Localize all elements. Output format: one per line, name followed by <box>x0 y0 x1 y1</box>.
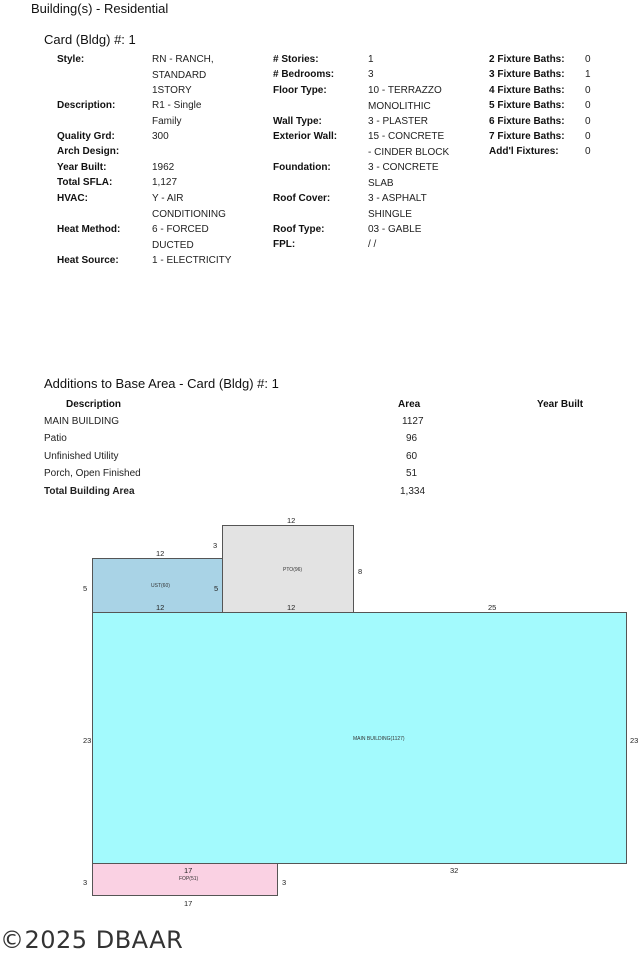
value-exterior-wall: 15 - CONCRETE - CINDER BLOCK <box>368 131 450 158</box>
value-roof-type: 03 - GABLE <box>368 224 422 235</box>
label-year-built: Year Built: <box>57 162 107 173</box>
label-roof-type: Roof Type: <box>273 224 325 235</box>
total-description: Total Building Area <box>44 486 135 497</box>
value-description: R1 - Single Family <box>152 100 202 127</box>
value-roof-cover: 3 - ASPHALT SHINGLE <box>368 193 427 220</box>
dim-fop-left: 3 <box>83 878 88 887</box>
label-stories: # Stories: <box>273 54 319 65</box>
header-year-built: Year Built <box>537 399 584 410</box>
label-exterior-wall: Exterior Wall: <box>273 131 338 142</box>
header-area: Area <box>398 399 421 410</box>
dim-fop-right: 3 <box>282 878 287 887</box>
dim-main-right: 23 <box>630 736 639 745</box>
label-2-fixture-baths: 2 Fixture Baths: <box>489 54 565 65</box>
dim-main-bottom: 32 <box>450 866 459 875</box>
row-area: 1127 <box>402 416 424 427</box>
label-5-fixture-baths: 5 Fixture Baths: <box>489 100 565 111</box>
value-style: RN - RANCH, STANDARD 1STORY <box>152 54 214 96</box>
label-7-fixture-baths: 7 Fixture Baths: <box>489 131 565 142</box>
value-addl-fixtures: 0 <box>585 146 591 157</box>
main-building-area <box>92 612 627 864</box>
label-addl-fixtures: Add'l Fixtures: <box>489 146 559 157</box>
value-3-fixture-baths: 1 <box>585 69 591 80</box>
value-heat-source: 1 - ELECTRICITY <box>152 255 232 266</box>
patio-area <box>222 525 354 613</box>
label-style: Style: <box>57 54 85 65</box>
row-description: MAIN BUILDING <box>44 416 120 427</box>
additions-title: Additions to Base Area - Card (Bldg) #: 1 <box>44 376 279 391</box>
label-floor-type: Floor Type: <box>273 85 327 96</box>
dim-main-left: 23 <box>83 736 92 745</box>
header-description: Description <box>66 399 122 410</box>
dim-pto-bottom: 12 <box>287 603 296 612</box>
label-hvac: HVAC: <box>57 193 88 204</box>
value-foundation: 3 - CONCRETE SLAB <box>368 162 439 189</box>
dim-main-top: 25 <box>488 603 497 612</box>
dim-ust-left: 5 <box>83 584 88 593</box>
value-wall-type: 3 - PLASTER <box>368 116 429 127</box>
section-title: Building(s) - Residential <box>31 1 169 16</box>
label-wall-type: Wall Type: <box>273 116 322 127</box>
value-floor-type: 10 - TERRAZZO MONOLITHIC <box>368 85 442 112</box>
label-total-sfla: Total SFLA: <box>57 177 113 188</box>
label-arch-design: Arch Design: <box>57 146 120 157</box>
label-quality-grd: Quality Grd: <box>57 131 115 142</box>
label-heat-source: Heat Source: <box>57 255 119 266</box>
dim-pto-right: 8 <box>358 567 363 576</box>
dim-fop-top: 17 <box>184 866 193 875</box>
value-bedrooms: 3 <box>368 69 374 80</box>
row-description: Unfinished Utility <box>44 451 119 462</box>
row-area: 51 <box>406 468 418 479</box>
card-title: Card (Bldg) #: 1 <box>44 32 136 47</box>
label-foundation: Foundation: <box>273 162 331 173</box>
label-description: Description: <box>57 100 116 111</box>
dim-ust-right: 5 <box>214 584 219 593</box>
value-year-built: 1962 <box>152 162 175 173</box>
dim-pto-left: 3 <box>213 541 218 550</box>
porch-label: FOP(51) <box>179 876 199 882</box>
row-area: 60 <box>406 451 418 462</box>
label-4-fixture-baths: 4 Fixture Baths: <box>489 85 565 96</box>
label-roof-cover: Roof Cover: <box>273 193 331 204</box>
value-heat-method: 6 - FORCED DUCTED <box>152 224 209 251</box>
row-description: Porch, Open Finished <box>44 468 141 479</box>
value-hvac: Y - AIR CONDITIONING <box>152 193 226 220</box>
dim-fop-bottom: 17 <box>184 899 193 908</box>
value-5-fixture-baths: 0 <box>585 100 591 111</box>
value-total-sfla: 1,127 <box>152 177 178 188</box>
value-quality-grd: 300 <box>152 131 169 142</box>
dim-ust-top: 12 <box>156 549 165 558</box>
row-area: 96 <box>406 433 418 444</box>
label-3-fixture-baths: 3 Fixture Baths: <box>489 69 565 80</box>
copyright-watermark: ©2025 DBAAR <box>0 926 184 954</box>
label-6-fixture-baths: 6 Fixture Baths: <box>489 116 565 127</box>
label-bedrooms: # Bedrooms: <box>273 69 335 80</box>
value-2-fixture-baths: 0 <box>585 54 591 65</box>
utility-label: UST(60) <box>151 583 170 589</box>
value-fpl: / / <box>368 239 377 250</box>
value-stories: 1 <box>368 54 374 65</box>
label-heat-method: Heat Method: <box>57 224 121 235</box>
value-7-fixture-baths: 0 <box>585 131 591 142</box>
label-fpl: FPL: <box>273 239 296 250</box>
dim-pto-top: 12 <box>287 516 296 525</box>
value-6-fixture-baths: 0 <box>585 116 591 127</box>
row-description: Patio <box>44 433 67 444</box>
total-area: 1,334 <box>400 486 426 497</box>
main-building-label: MAIN BUILDING(1127) <box>353 736 405 742</box>
dim-ust-bottom: 12 <box>156 603 165 612</box>
patio-label: PTO(96) <box>283 567 303 573</box>
value-4-fixture-baths: 0 <box>585 85 591 96</box>
